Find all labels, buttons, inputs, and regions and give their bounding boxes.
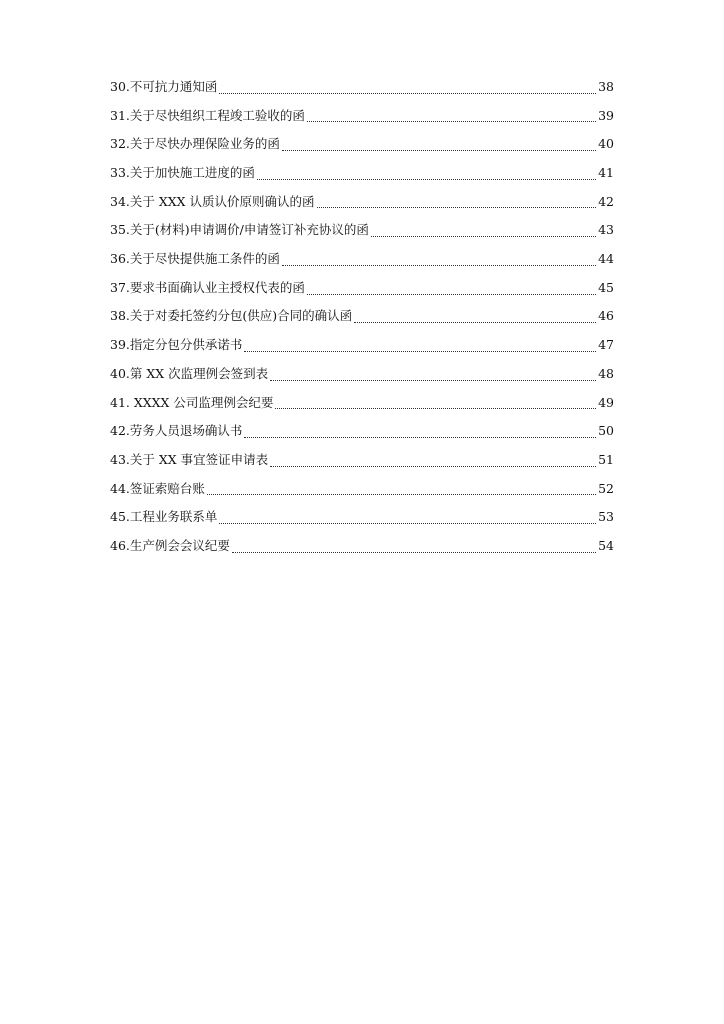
dot-leader [282, 149, 596, 151]
toc-entry[interactable] [110, 130, 614, 159]
dot-leader [232, 551, 596, 553]
toc-entry[interactable] [110, 503, 614, 532]
toc-entry-title: 36.关于尽快提供施工条件的函 [110, 251, 280, 267]
dot-leader [275, 407, 596, 409]
toc-entry-title: 30.不可抗力通知函 [110, 78, 218, 94]
toc-entry[interactable] [110, 417, 614, 446]
toc-entry[interactable] [110, 102, 614, 131]
toc-entry-page-number: 42 [598, 193, 614, 209]
toc-entry-title: 37.要求书面确认业主授权代表的函 [110, 279, 305, 295]
toc-entry-page-number: 50 [598, 423, 614, 439]
toc-entry-page-number: 52 [598, 480, 614, 496]
toc-entry[interactable] [110, 446, 614, 475]
toc-entry-title: 34.关于 XXX 认质认价原则确认的函 [110, 193, 315, 209]
toc-entry[interactable] [110, 360, 614, 389]
toc-entry-page-number: 49 [598, 394, 614, 410]
dot-leader [307, 120, 596, 122]
toc-entry-page-number: 41 [598, 165, 614, 181]
toc-entry[interactable] [110, 532, 614, 561]
toc-entry-page-number: 48 [598, 365, 614, 381]
toc-entry-page-number: 54 [598, 537, 614, 553]
toc-entry[interactable] [110, 303, 614, 332]
dot-leader [219, 92, 596, 94]
dot-leader [219, 522, 596, 524]
toc-entry-page-number: 47 [598, 337, 614, 353]
toc-entry-title: 43.关于 XX 事宜签证申请表 [110, 451, 269, 467]
toc-entry-title: 46.生产例会会议纪要 [110, 537, 230, 553]
toc-entry[interactable] [110, 73, 614, 102]
toc-entry[interactable] [110, 274, 614, 303]
toc-entry[interactable] [110, 475, 614, 504]
dot-leader [317, 206, 596, 208]
toc-entry-title: 33.关于加快施工进度的函 [110, 165, 255, 181]
dot-leader [282, 264, 596, 266]
toc-entry-title: 40.第 XX 次监理例会签到表 [110, 365, 269, 381]
toc-entry[interactable] [110, 331, 614, 360]
toc-entry-page-number: 38 [598, 78, 614, 94]
dot-leader [354, 321, 596, 323]
toc-entry-title: 35.关于(材料)申请调价/申请签订补充协议的函 [110, 222, 369, 238]
dot-leader [270, 465, 596, 467]
toc-entry-page-number: 46 [598, 308, 614, 324]
toc-entry[interactable] [110, 389, 614, 418]
toc-entry[interactable] [110, 188, 614, 217]
toc-entry-title: 32.关于尽快办理保险业务的函 [110, 136, 280, 152]
toc-entry-page-number: 45 [598, 279, 614, 295]
toc-entry[interactable] [110, 216, 614, 245]
toc-entry-page-number: 53 [598, 509, 614, 525]
table-of-contents [110, 73, 614, 561]
toc-entry-page-number: 43 [598, 222, 614, 238]
dot-leader [257, 178, 596, 180]
dot-leader [270, 379, 596, 381]
toc-entry-title: 44.签证索赔台账 [110, 480, 205, 496]
toc-entry-title: 45.工程业务联系单 [110, 509, 218, 525]
toc-entry-page-number: 51 [598, 451, 614, 467]
toc-entry-title: 38.关于对委托签约分包(供应)合同的确认函 [110, 308, 353, 324]
toc-entry-title: 39.指定分包分供承诺书 [110, 337, 243, 353]
dot-leader [207, 493, 596, 495]
dot-leader [371, 235, 596, 237]
dot-leader [244, 436, 596, 438]
dot-leader [307, 293, 596, 295]
toc-entry[interactable] [110, 245, 614, 274]
toc-entry-page-number: 40 [598, 136, 614, 152]
toc-entry-page-number: 39 [598, 107, 614, 123]
toc-entry[interactable] [110, 159, 614, 188]
toc-entry-title: 42.劳务人员退场确认书 [110, 423, 243, 439]
toc-entry-title: 41. XXXX 公司监理例会纪要 [110, 394, 274, 410]
toc-entry-page-number: 44 [598, 251, 614, 267]
toc-entry-title: 31.关于尽快组织工程竣工验收的函 [110, 107, 305, 123]
dot-leader [244, 350, 596, 352]
